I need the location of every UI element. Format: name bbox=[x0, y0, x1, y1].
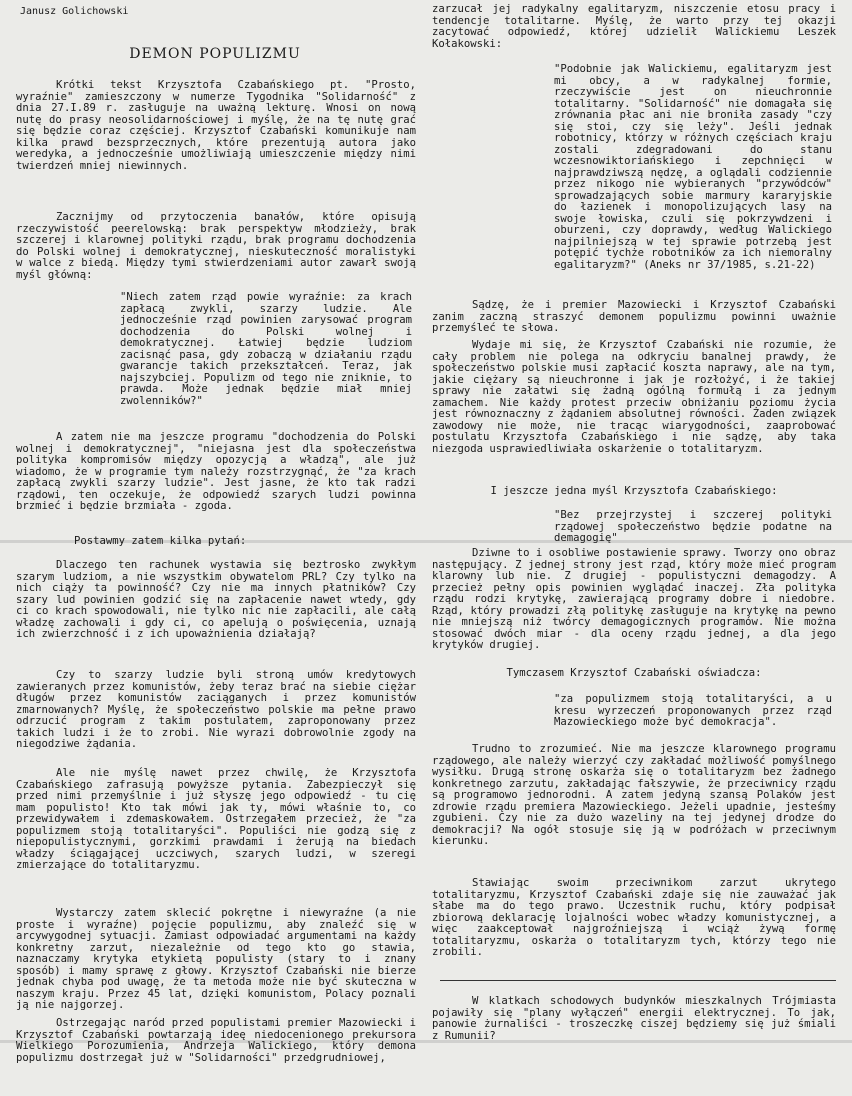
paragraph: Wydaje mi się, że Krzysztof Czabański nie rozumie, że cały problem nie polega na odkryciu banalnej prawdy, że społeczeństwo polskie musi zapłacić koszta naprawy, ale na tym, jakie ciężary są nieuchronne i jak je rozłożyć, i że takiej sprawy nie załatwi się żadną ogólną formułą i za jednym zamachem. Nie każdy protest przeciw obniżaniu poziomu życia jest równoznaczny z żądaniem absolutnej równości. Żaden związek zawodowy nie może, nie tracąc wiarygodności, zaaprobować postulatu Krzysztofa Czabańskiego i nie sądzę, aby taka niezgoda usprawiedliwiała oskarżenie o totalitaryzm. bbox=[432, 339, 836, 455]
separator-line bbox=[440, 980, 836, 981]
quote: "Podobnie jak Walickiemu, egalitaryzm jest mi obcy, a w radykalnej formie, rzeczywiście jest on nieuchronnie totalitarny. "Solidarność" nie domagała się zrównania płac ani nie broniła zasady "czy się stoi, czy się leży". Jeśli jednak robotnicy, którzy w różnych częściach kraju zostali zdegradowani do stanu wczesnowiktoriańskiego i zepchnięci w najprawdziwszą nędzę, a oglądali codziennie przez nikogo nie wybieranych "przywódców" sprowadzających sobie marmury kararyjskie do łazienek i monopolizujących lasy na swoje łowiska, czuli się pokrzywdzeni i oburzeni, czy doprawdy, według Walickiego najpilniejszą w tej sprawie potrzebą jest potępić tychże robotników za ich niemoralny egalitaryzm?" (Aneks nr 37/1985, s.21-22) bbox=[554, 63, 832, 271]
article-title: DEMON POPULIZMU bbox=[129, 46, 301, 62]
paragraph: Ostrzegając naród przed populistami premier Mazowiecki i Krzysztof Czabański powtarzają ideę niedocenionego prekursora Wielkiego Porozumienia, Andrzeja Walickiego, który demona populizmu dostrzegał już w "Solidarności" przedgrudniowej, bbox=[16, 1017, 416, 1064]
paragraph: Trudno to zrozumieć. Nie ma jeszcze klarownego programu rządowego, ale należy wierzyć czy zakładać możliwość pomyślnego wysiłku. Drugą stronę oskarża się o totalitaryzm bez żadnego konkretnego zarzutu, zakładając fałszywie, że przeciwnicy rządu są programowo jednorodni. A zatem jedyną szansą Polaków jest zdrowie rządu premiera Mazowieckiego. Jeżeli upadnie, jesteśmy zgubieni. Czy nie za dużo wazeliny na tej jedynej drodze do demokracji? Na ogół stosuje się ją w podróżach w przeciwnym kierunku. bbox=[432, 743, 836, 847]
paragraph: Czy to szarzy ludzie byli stroną umów kredytowych zawieranych przez komunistów, żeby teraz brać na siebie ciężar długów przez komunistów zaciąganych i przez komunistów zmarnowanych? Myślę, że społeczeństwo polskie ma pełne prawo odrzucić program z takim postulatem, zaproponowany przez takich ludzi i że to zrobi. Nie wyrazi dobrowolnie zgody na niegodziwe żądania. bbox=[16, 669, 416, 750]
author-name: Janusz Golichowski bbox=[20, 6, 129, 17]
paragraph: Krótki tekst Krzysztofa Czabańskiego pt. "Prosto, wyraźnie" zamieszczony w numerze Tygodnika "Solidarność" z dnia 27.I.89 r. zasługuje na uważną lekturę. Wnosi on nową nutę do prasy neosolidarnościowej i myślę, że na tę nutę grać się będzie coraz częściej. Krzysztof Czabański komunikuje nam kilka prawd bezsprzecznych, które prezentują autora jako weredyka, a jednocześnie umożliwiają umieszczenie między nimi twierdzeń mniej niewinnych. bbox=[16, 79, 416, 172]
quote: "Niech zatem rząd powie wyraźnie: za krach zapłacą zwykli, szarzy ludzie. Ale jednocześnie rząd powinien zarysować program dochodzenia do Polski wolnej i demokratycznej. Łatwiej będzie ludziom zacisnąć pasa, gdy zobaczą w działaniu rządu gwarancje takich przekształceń. Teraz, jak najszybciej. Populizm od tego nie zniknie, to prawda. Może jednak będzie miał mniej zwolenników?" bbox=[120, 291, 412, 407]
paragraph: Postawmy zatem kilka pytań: bbox=[74, 535, 247, 547]
paragraph: Tymczasem Krzysztof Czabański oświadcza: bbox=[506, 667, 762, 679]
paragraph: Wystarczy zatem sklecić pokrętne i niewyraźne (a nie proste i wyraźne) pojęcie populizmu, aby znaleźć się w arcywygodnej sytuacji. Zamiast odpowiadać argumentami na każdy konkretny zarzut, niezależnie od tego kto go stawia, naznaczamy krytyka etykietą populisty (stary to i znany sposób) i mamy sprawę z głowy. Krzysztof Czabański nie bierze jednak chyba pod uwagę, że ta metoda może nie być skuteczna w naszym kraju. Przez 45 lat, dzięki komunistom, Polacy poznali ją nie najgorzej. bbox=[16, 907, 416, 1011]
paragraph: A zatem nie ma jeszcze programu "dochodzenia do Polski wolnej i demokratycznej", "niejasna jest dla społeczeństwa polityka kompromisów między opozycją a władzą", ale już wiadomo, że w programie tym należy rozstrzygnąć, że "za krach zapłacą zwykli szarzy ludzie". Jest jasne, że kto tak radzi rządowi, ten oczekuje, że odpowiedź szarych ludzi powinna brzmieć i będzie brzmiała - zgoda. bbox=[16, 431, 416, 512]
quote: "za populizmem stoją totalitaryści, a u kresu wyrzeczeń proponowanych przez rząd Mazowieckiego może być demokracja". bbox=[554, 693, 832, 728]
paragraph: I jeszcze jedna myśl Krzysztofa Czabańskiego: bbox=[490, 485, 778, 497]
paragraph: Zacznijmy od przytoczenia banałów, które opisują rzeczywistość peerelowską: brak perspektyw młodzieży, brak szczerej i klarownej polityki rządu, brak programu dochodzenia do Polski wolnej i demokratycznej, nieskuteczność moralistyki w walce z biedą. Między tymi stwierdzeniami autor zawarł swoją myśl główną: bbox=[16, 211, 416, 281]
paragraph: Dziwne to i osobliwe postawienie sprawy. Tworzy ono obraz następujący. Z jednej strony jest rząd, który może mieć program klarowny lub nie. Z drugiej - populistyczni demagodzy. A przecież pełny opis powinien wyglądać inaczej. Zła polityka rządu rodzi krytykę, zawierającą programy dobre i niedobre. Rząd, który prowadzi złą politykę zasługuje na krytykę na pewno nie mniejszą niż twórcy demagogicznych programów. Nie można stosować dwóch miar - dla oceny rządu jednej, a dla jego krytyków drugiej. bbox=[432, 547, 836, 651]
paragraph: Stawiając swoim przeciwnikom zarzut ukrytego totalitaryzmu, Krzysztof Czabański zdaje się nie zauważać jak słabe ma do tego prawo. Uczestnik ruchu, który podpisał zbiorową deklarację lojalności wobec władzy komunistycznej, a więc zaakceptował najgroźniejszą i wciąż żywą formę totalitaryzmu, oskarża o totalitaryzm tych, którzy tego nie zrobili. bbox=[432, 877, 836, 958]
paragraph: Sądzę, że i premier Mazowiecki i Krzysztof Czabański zanim zaczną straszyć demonem populizmu powinni uważnie przemyśleć te słowa. bbox=[432, 299, 836, 334]
quote: "Bez przejrzystej i szczerej polityki rządowej społeczeństwo będzie podatne na demagogię" bbox=[554, 509, 832, 544]
paragraph: zarzucał jej radykalny egalitaryzm, niszczenie etosu pracy i tendencje totalitarne. Myślę, że warto przy tej okazji zacytować odpowiedź, której udzielił Walickiemu Leszek Kołakowski: bbox=[432, 3, 836, 50]
paragraph: Dlaczego ten rachunek wystawia się beztrosko zwykłym szarym ludziom, a nie wszystkim obywatelom PRL? Czy tylko na nich ciąży ta powinność? Czy nie ma innych płatników? Czy szary lud powinien godzić się na zapłacenie nawet wtedy, gdy ci co krach spowodowali, nie tylko nic nie zapłacili, ale całą władzę zachowali i gdy ci, co apelują o poświęcenia, uznają ich zwierzchność i z ich upoważnienia działają? bbox=[16, 559, 416, 640]
paragraph: W klatkach schodowych budynków mieszkalnych Trójmiasta pojawiły się "plany wyłączeń" energii elektrycznej. To jak, panowie żurnaliści - troszeczkę ciszej będziemy się już śmiali z Rumunii? bbox=[432, 995, 836, 1042]
paragraph: Ale nie myślę nawet przez chwilę, że Krzysztofa Czabańskiego zafrasują powyższe pytania. Zabezpieczył się przed nimi przemyślnie i już słyszę jego odpowiedź - tu cię mam populisto! Kto tak mówi jak ty, mówi właśnie to, co przewidywałem i zdemaskowałem. Ostrzegałem przecież, że "za populizmem stoją totalitaryści". Populiści nie godzą się z niepopulistycznymi, gorzkimi prawdami i żerują na biedach władzy ściągającej uczciwych, szarych ludzi, w szeregi zmierzające do totalitaryzmu. bbox=[16, 767, 416, 871]
